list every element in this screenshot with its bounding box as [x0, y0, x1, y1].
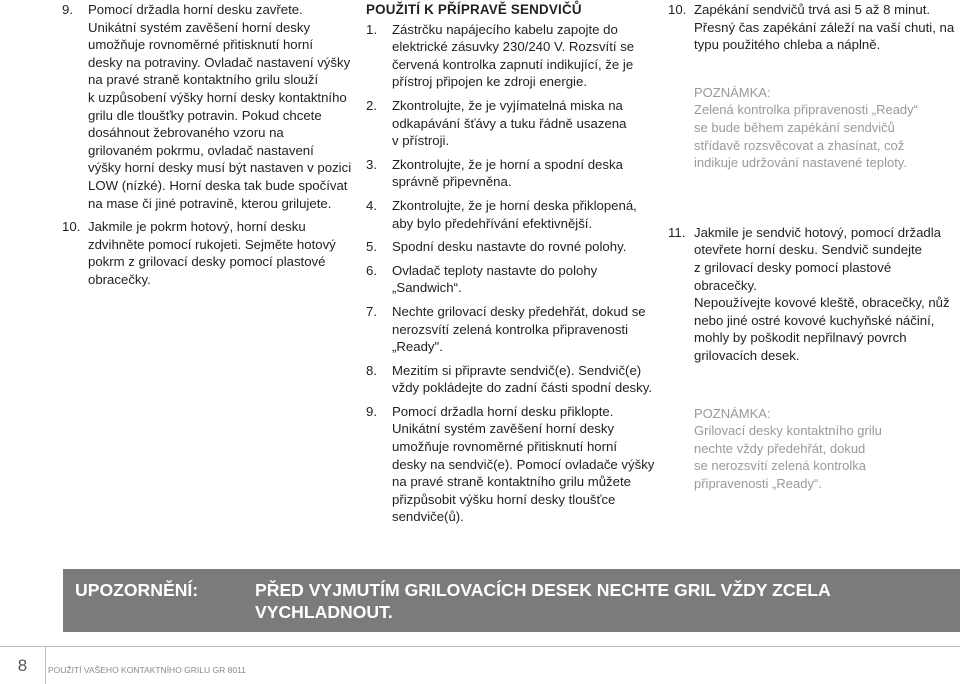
- text-line: nebo jiné ostré kovové kuchyňské náčiní,: [694, 312, 935, 328]
- step-number: 9.: [62, 2, 73, 17]
- text-line: správně připevněna.: [392, 174, 512, 190]
- text-line: Zapékání sendvičů trvá asi 5 až 8 minut.: [694, 2, 931, 17]
- text-line: desky na potraviny. Ovladač nastavení výšky: [88, 54, 351, 70]
- text-line: grilu dle tloušťky potravin. Pokud chcete: [88, 107, 322, 123]
- text-line: nerozsvítí zelená kontrolka připravenosti: [392, 321, 629, 337]
- text-line: Grilovací desky kontaktního grilu: [694, 423, 882, 439]
- text-line: umožňuje rovnoměrné přitisknutí horní: [392, 439, 618, 455]
- text-line: grilovaném pokrmu, ovladač nastavení: [88, 142, 314, 158]
- text-line: odkapávání šťávy a tuku řádně usazena: [392, 115, 627, 131]
- text-line: vždy pokládejte do zadní části spodní desky.: [392, 380, 652, 396]
- text-line: umožňuje rovnoměrné přitisknutí horní: [88, 37, 314, 53]
- step-number: 8.: [366, 362, 377, 378]
- text-line: Zástrčku napájecího kabelu zapojte do: [392, 21, 618, 37]
- step-7-sandwich: [366, 303, 662, 356]
- step-text: [392, 262, 662, 297]
- text-line: Zelená kontrolka připravenosti „Ready“: [694, 102, 918, 118]
- step-2-sandwich: [366, 97, 662, 150]
- text-line: elektrické zásuvky 230/240 V. Rozsvítí se: [392, 39, 635, 55]
- note-preheat: [694, 405, 944, 493]
- text-line: Jakmile je sendvič hotový, pomocí držadla: [694, 224, 942, 240]
- step-text: [88, 1, 352, 212]
- text-line: Zkontrolujte, že je horní deska přiklopená,: [392, 197, 637, 213]
- step-11-sandwich: [668, 224, 956, 365]
- text-line: indikuje udržování nastavené teploty.: [694, 155, 907, 171]
- text-line: otevřete horní desku. Sendvič sundejte: [694, 242, 922, 258]
- text-line: Nechte grilovací desky předehřát, dokud se: [392, 303, 646, 319]
- step-1-sandwich: [366, 21, 662, 91]
- step-number: 10.: [668, 2, 687, 17]
- footer-text: POUŽITÍ VAŠEHO KONTAKTNÍHO GRILU GR 8011: [48, 665, 246, 675]
- step-text: [392, 156, 662, 191]
- step-text: [392, 362, 662, 397]
- step-number: 1.: [366, 21, 377, 37]
- text-line: Jakmile je pokrm hotový, horní desku: [88, 219, 306, 235]
- step-number: 9.: [366, 403, 377, 419]
- text-line: zdvihněte pomocí rukojeti. Sejměte hotový: [88, 236, 336, 252]
- text-line: dosáhnout žebrovaného vzoru na: [88, 125, 284, 141]
- step-text: [694, 1, 956, 54]
- step-text: [392, 197, 662, 232]
- step-4-sandwich: [366, 197, 662, 232]
- text-line: PŘED VYJMUTÍM GRILOVACÍCH DESEK NECHTE GRIL VŽDY ZCELA: [255, 580, 831, 600]
- text-line: grilovacích desek.: [694, 347, 800, 363]
- step-number: 3.: [366, 156, 377, 172]
- step-number: 5.: [366, 239, 377, 255]
- step-text: [694, 224, 956, 365]
- step-text: [88, 218, 352, 288]
- step-8-sandwich: [366, 362, 662, 397]
- note-label: POZNÁMKA:: [694, 405, 771, 421]
- text-line: Unikátní systém zavěšení horní desky: [88, 19, 311, 35]
- text-line: aby bylo předehřívání efektivnější.: [392, 215, 593, 231]
- text-line: pokrm z grilovací desky pomocí plastové: [88, 254, 326, 270]
- text-line: mohly by poškodit nepřilnavý povrch: [694, 330, 907, 346]
- text-line: v přístroji.: [392, 133, 450, 149]
- text-line: Přesný čas zapékání záleží na vaší chuti, na: [694, 19, 955, 35]
- step-text: [392, 21, 662, 91]
- text-line: na pravé straně kontaktního grilu slouží: [88, 72, 319, 88]
- column-middle: [366, 1, 662, 532]
- text-line: k uzpůsobení výšky horní desky kontaktního: [88, 89, 347, 105]
- step-3-sandwich: [366, 156, 662, 191]
- text-line: LOW (nízké). Horní deska tak bude spočívat: [88, 177, 348, 193]
- text-line: VYCHLADNOUT.: [255, 602, 393, 622]
- text-line: Unikátní systém zavěšení horní desky: [392, 421, 615, 437]
- text-line: obracečky.: [88, 271, 151, 287]
- text-line: Nepoužívejte kovové kleště, obracečky, nůž: [694, 295, 950, 311]
- page-number: 8: [0, 647, 46, 684]
- column-left: [62, 1, 352, 295]
- section-heading: POUŽITÍ K PŘÍPRAVĚ SENDVIČŮ: [366, 2, 582, 17]
- text-line: střídavě rozsvěcovat a zhasínat, což: [694, 137, 905, 153]
- step-9-grill: [62, 1, 352, 212]
- text-line: desky na sendvič(e). Pomocí ovladače výšky: [392, 456, 655, 472]
- text-line: Mezitím si připravte sendvič(e). Sendvič(e): [392, 362, 642, 378]
- text-line: na pravé straně kontaktního grilu můžete: [392, 474, 631, 490]
- text-line: sendviče(ů).: [392, 509, 464, 525]
- text-line: se bude během zapékání sendvičů: [694, 119, 895, 135]
- step-text: [392, 238, 662, 256]
- text-line: z grilovací desky pomocí plastové obracečky.: [694, 259, 892, 293]
- step-text: [392, 303, 662, 356]
- text-line: Zkontrolujte, že je vyjímatelná miska na: [392, 97, 623, 113]
- step-9-sandwich: [366, 403, 662, 526]
- text-line: červená kontrolka zapnutí indikující, že je: [392, 56, 634, 72]
- text-line: Zkontrolujte, že je horní a spodní deska: [392, 156, 623, 172]
- warning-text: [255, 579, 855, 623]
- step-10-sandwich: [668, 1, 956, 54]
- step-10-grill: [62, 218, 352, 288]
- text-line: přizpůsobit výšku horní desky tloušťce: [392, 491, 616, 507]
- text-line: typu použitého chleba a náplně.: [694, 37, 881, 53]
- step-number: 6.: [366, 262, 377, 278]
- note-ready-light: [694, 84, 944, 172]
- text-line: „Ready".: [392, 339, 443, 355]
- text-line: Pomocí držadla horní desku přiklopte.: [392, 403, 614, 419]
- warning-label: UPOZORNĚNÍ:: [75, 580, 199, 600]
- text-line: Ovladač teploty nastavte do polohy: [392, 262, 598, 278]
- step-text: [392, 403, 662, 526]
- step-number: 7.: [366, 303, 377, 319]
- text-line: výšky horní desky musí být nastaven v pozici: [88, 160, 352, 176]
- step-text: [392, 97, 662, 150]
- note-label: POZNÁMKA:: [694, 84, 771, 100]
- step-number: 4.: [366, 197, 377, 213]
- text-line: „Sandwich“.: [392, 280, 462, 296]
- column-right: [668, 1, 956, 492]
- text-line: přístroj připojen ke zdroji energie.: [392, 74, 587, 90]
- text-line: nechte vždy předehřát, dokud: [694, 440, 866, 456]
- text-line: Pomocí držadla horní desku zavřete.: [88, 2, 303, 17]
- step-number: 10.: [62, 219, 81, 235]
- step-number: 2.: [366, 97, 377, 113]
- text-line: Spodní desku nastavte do rovné polohy.: [392, 239, 627, 255]
- text-line: připravenosti „Ready“.: [694, 475, 822, 491]
- step-6-sandwich: [366, 262, 662, 297]
- text-line: se nerozsvítí zelená kontrolka: [694, 458, 866, 474]
- step-number: 11.: [668, 224, 686, 240]
- warning-banner: [63, 569, 960, 632]
- footer-divider: [0, 646, 960, 647]
- text-line: na mase či jiné potravině, kterou grilujete.: [88, 195, 332, 211]
- step-5-sandwich: [366, 238, 662, 256]
